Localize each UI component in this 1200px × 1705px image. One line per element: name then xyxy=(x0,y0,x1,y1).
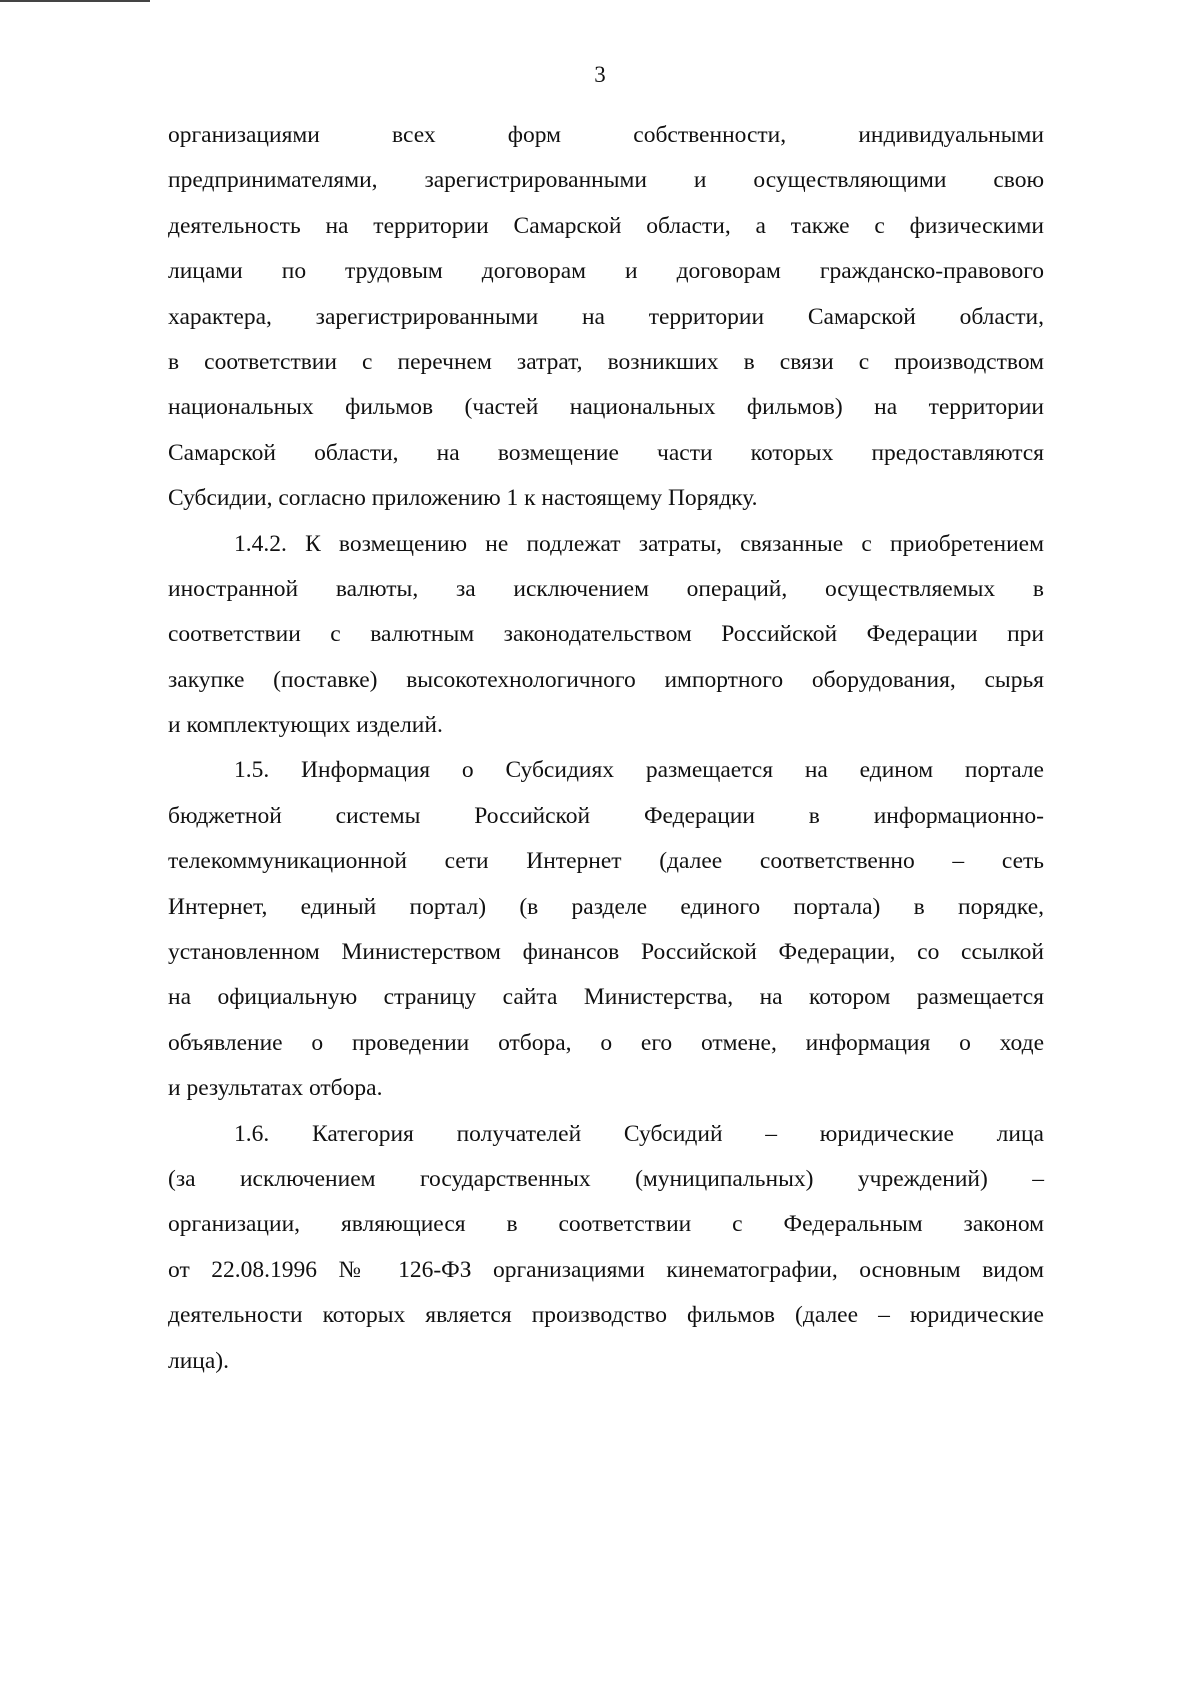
text-line: установленном Министерством финансов Российской Федерации, со ссылкой xyxy=(168,939,1044,966)
text-line: лицами по трудовым договорам и договорам гражданско-правового xyxy=(168,258,1044,285)
text-line: на официальную страницу сайта Министерства, на котором размещается xyxy=(168,984,1044,1011)
text-line: иностранной валюты, за исключением операций, осуществляемых в xyxy=(168,575,1044,602)
text-line: объявление о проведении отбора, о его отмене, информация о ходе xyxy=(168,1029,1044,1056)
text-line: лица). xyxy=(168,1347,230,1374)
scan-edge-line xyxy=(0,0,150,2)
text-line: деятельности которых является производство фильмов (далее – юридические xyxy=(168,1302,1044,1329)
text-line: национальных фильмов (частей национальных фильмов) на территории xyxy=(168,394,1044,421)
text-line: телекоммуникационной сети Интернет (далее соответственно – сеть xyxy=(168,848,1044,875)
text-line: Самарской области, на возмещение части которых предоставляются xyxy=(168,439,1044,466)
text-line: в соответствии с перечнем затрат, возникших в связи с производством xyxy=(168,348,1044,375)
text-line: Субсидии, согласно приложению 1 к настоящему Порядку. xyxy=(168,485,758,512)
paragraph xyxy=(168,748,1044,1111)
text-line: 1.5. Информация о Субсидиях размещается на едином портале xyxy=(234,757,1044,784)
text-line: и комплектующих изделий. xyxy=(168,712,443,739)
paragraph xyxy=(168,113,1044,522)
text-line: 1.6. Категория получателей Субсидий – юридические лица xyxy=(234,1120,1044,1147)
paragraph xyxy=(168,1112,1044,1384)
document-body xyxy=(168,113,1044,1384)
text-line: организации, являющиеся в соответствии с Федеральным законом xyxy=(168,1211,1044,1238)
text-line: и результатах отбора. xyxy=(168,1075,383,1102)
text-line: характера, зарегистрированными на территории Самарской области, xyxy=(168,303,1044,330)
text-line: бюджетной системы Российской Федерации в информационно- xyxy=(168,802,1044,829)
text-line: закупке (поставке) высокотехнологичного импортного оборудования, сырья xyxy=(168,666,1044,693)
text-line: организациями всех форм собственности, индивидуальными xyxy=(168,122,1044,148)
text-line: (за исключением государственных (муниципальных) учреждений) – xyxy=(168,1165,1044,1192)
paragraph xyxy=(168,522,1044,749)
page-number: 3 xyxy=(594,62,606,87)
text-line: предпринимателями, зарегистрированными и осуществляющими свою xyxy=(168,167,1044,194)
text-line: соответствии с валютным законодательством Российской Федерации при xyxy=(168,621,1044,648)
text-line: от 22.08.1996 № 126-ФЗ организациями кинематографии, основным видом xyxy=(168,1256,1044,1283)
text-line: 1.4.2. К возмещению не подлежат затраты, связанные с приобретением xyxy=(234,530,1044,557)
text-line: деятельность на территории Самарской области, а также с физическими xyxy=(168,212,1044,239)
text-line: Интернет, единый портал) (в разделе единого портала) в порядке, xyxy=(168,893,1044,920)
